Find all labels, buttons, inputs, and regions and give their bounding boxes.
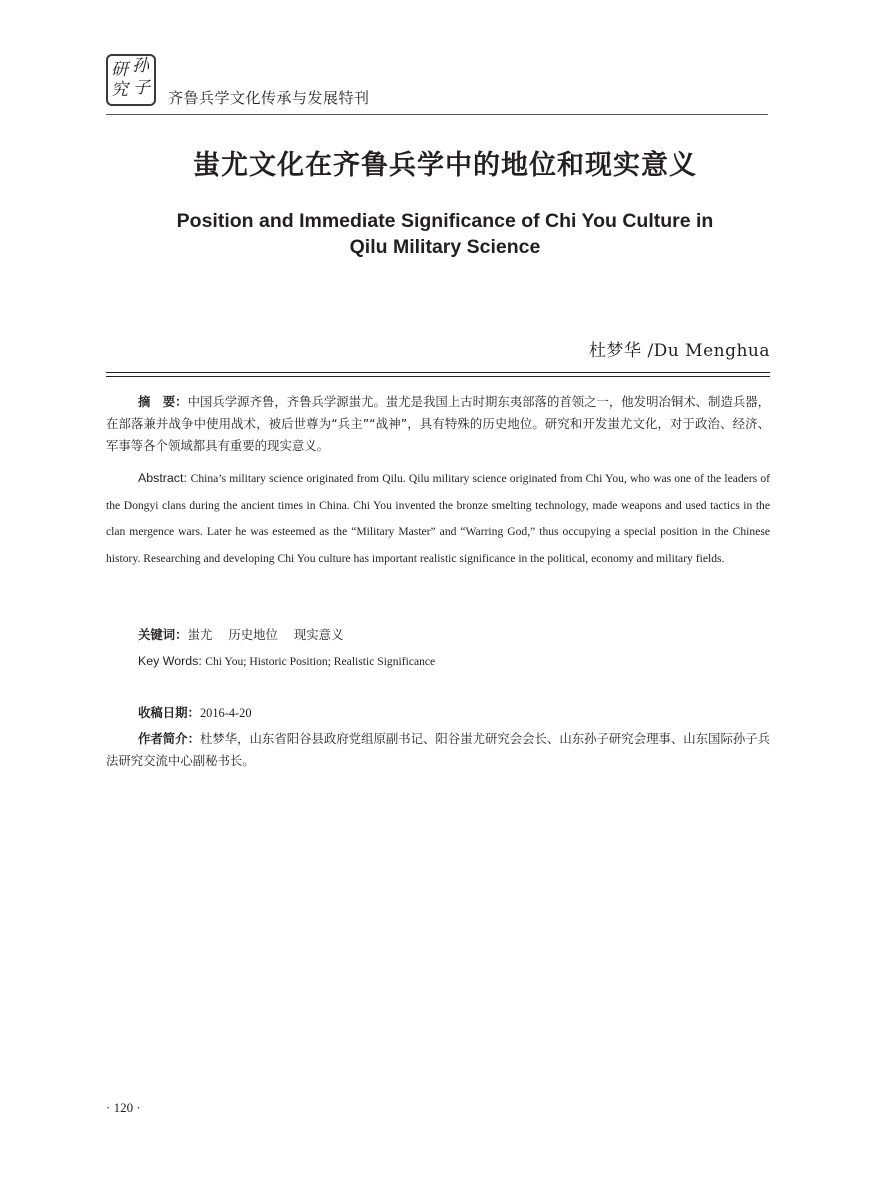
received-date-label: 收稿日期： [138,705,200,720]
header-divider [106,114,768,115]
author-bio-text: 杜梦华，山东省阳谷县政府党组原副书记、阳谷蚩尤研究会会长、山东孙子研究会理事、山东国际孙子兵法研究交流中心副秘书长。 [106,731,771,768]
author-bio [106,728,770,772]
abstract-cn-text: 中国兵学源齐鲁，齐鲁兵学源蚩尤。蚩尤是我国上古时期东夷部落的首领之一，他发明冶铜术、制造兵器，在部落兼并战争中使用战术，被后世尊为“兵主”“战神”，具有特殊的历史地位。研究和开发蚩尤文化，对于政治、经济、军事等各个领域都具有重要的现实意义。 [106,394,771,453]
page-number: · 120 · [106,1100,141,1115]
received-date: 2016-4-20 [199,706,252,720]
keyword-item: 现实意义 [293,627,344,642]
logo-char: 子 [133,78,150,98]
author-divider-top [106,372,770,373]
article-author: 杜梦华 /Du Menghua [589,341,770,361]
logo-char: 究 [111,80,128,100]
article-title-en-line2: Qilu Military Science [349,236,541,258]
article-title-cn: 蚩尤文化在齐鲁兵学中的地位和现实意义 [193,150,697,181]
journal-logo [106,54,156,106]
keywords-cn-label: 关键词： [138,627,188,642]
author-bio-label: 作者简介： [138,731,200,746]
article-title-en-line1: Position and Immediate Significance of Chi You Culture in [176,210,714,232]
logo-char: 孙 [132,56,149,76]
keywords-en-label: Key Words: [138,654,206,668]
author-divider-bottom [106,376,770,377]
keywords-en [106,650,770,673]
abstract-cn-label: 摘 要： [138,394,188,409]
keyword-item: 历史地位 [228,627,278,642]
abstract-cn [106,391,770,457]
abstract-en-label: Abstract: [138,471,191,485]
keywords-en-text: Chi You; Historic Position; Realistic Significance [205,655,436,668]
received-date-line [106,702,770,724]
journal-title: 齐鲁兵学文化传承与发展特刊 [168,89,370,107]
abstract-en-text: China’s military science originated from Qilu. Qilu military science originated from Chi You, who was one of the leaders of the Dongyi clans during the ancient times in China. Chi You invented the bronze smelting technology, made weapons and used tactics in the clan mergence wars. Later he was esteemed as the “Military Master” and “Warring God,” thus occupying a special position in the Chinese history. Researching and developing Chi You culture has important realistic significance in the political, economy and military fields. [106,472,771,565]
logo-char: 研 [111,60,128,80]
keywords-cn [106,624,770,646]
keyword-item: 蚩尤 [187,627,213,642]
abstract-en [106,465,770,572]
